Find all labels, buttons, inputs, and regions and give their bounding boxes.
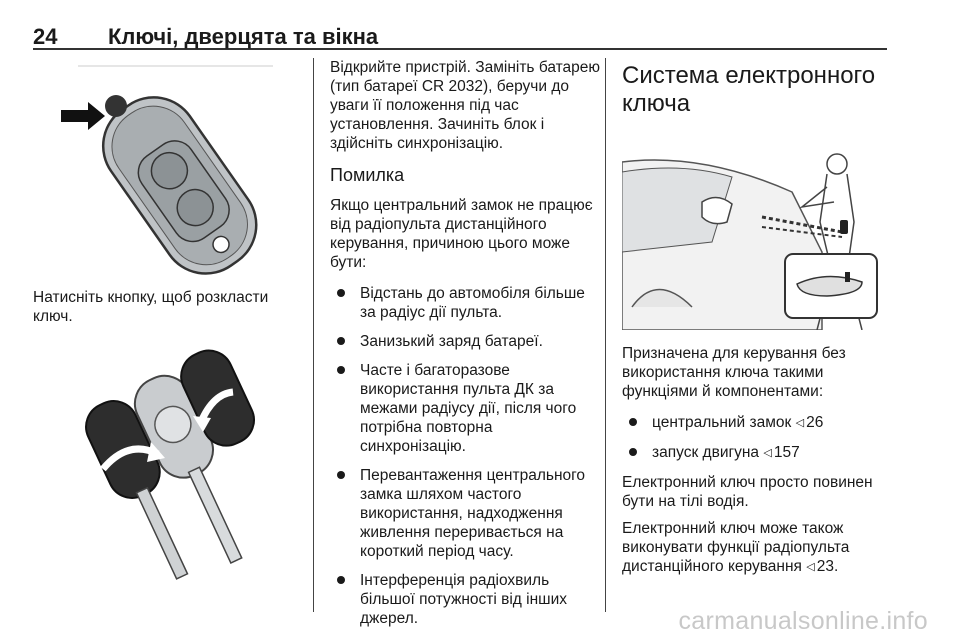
features-list xyxy=(622,413,888,463)
page-ref-icon: ◁ xyxy=(795,417,805,429)
page-ref[interactable]: 157 xyxy=(773,444,800,461)
column-3 xyxy=(622,58,888,585)
system-intro: Призначена для керування без використання ключа такими функціями й компонентами: xyxy=(622,345,846,400)
chapter-title: Ключі, дверцята та вікна xyxy=(108,24,379,49)
electronic-key-illustration xyxy=(622,132,878,330)
column-2 xyxy=(330,58,602,638)
list-item: Інтерференція радіохвиль більшої потужності від інших джерел. xyxy=(330,571,602,628)
watermark: carmanualsonline.info xyxy=(678,607,928,635)
column-1 xyxy=(33,58,285,584)
fault-text: Якщо центральний замок не працює від радіопульта дистанційного керування, причиною цього може бути: xyxy=(330,197,593,271)
battery-instructions: Відкрийте пристрій. Замініть батарею (тип батареї CR 2032), беручи до уваги її положення під час установлення. Зачиніть блок і здійсніть синхронізацію. xyxy=(330,59,601,152)
list-item: Часте і багаторазове використання пульта ДК за межами радіусу дії, після чого потрібна повторна синхронізацію. xyxy=(330,361,602,456)
page-ref[interactable]: 23. xyxy=(816,558,839,575)
list-item: Перевантаження центрального замка шляхом частого використання, надходження живлення переривається на короткий період часу. xyxy=(330,466,602,561)
section-title: Система електронного ключа xyxy=(622,62,876,117)
remote-function-text: Електронний ключ може також виконувати функції радіопульта дистанційного керування ◁ 23. xyxy=(622,520,850,575)
key-battery-illustration xyxy=(33,334,285,584)
page-header xyxy=(33,0,887,50)
page-ref-icon: ◁ xyxy=(763,447,772,459)
page-ref-icon: ◁ xyxy=(806,561,815,573)
list-item: запуск двигуна ◁ 157 xyxy=(622,443,888,463)
key-fold-illustration xyxy=(33,58,285,278)
column-divider-1 xyxy=(313,58,314,612)
list-item: центральний замок ◁ 26 xyxy=(622,413,888,433)
page-number: 24 xyxy=(33,24,58,49)
fault-heading: Помилка xyxy=(330,165,405,185)
list-item: Занизький заряд батареї. xyxy=(330,332,602,351)
page-ref[interactable]: 26 xyxy=(806,414,824,431)
caption-unfold-key: Натисніть кнопку, щоб розкласти ключ. xyxy=(33,289,269,325)
key-carry-text: Електронний ключ просто повинен бути на тілі водія. xyxy=(622,474,873,510)
column-divider-2 xyxy=(605,58,606,612)
fault-causes-list xyxy=(330,284,602,628)
list-item: Відстань до автомобіля більше за радіус дії пульта. xyxy=(330,284,602,322)
